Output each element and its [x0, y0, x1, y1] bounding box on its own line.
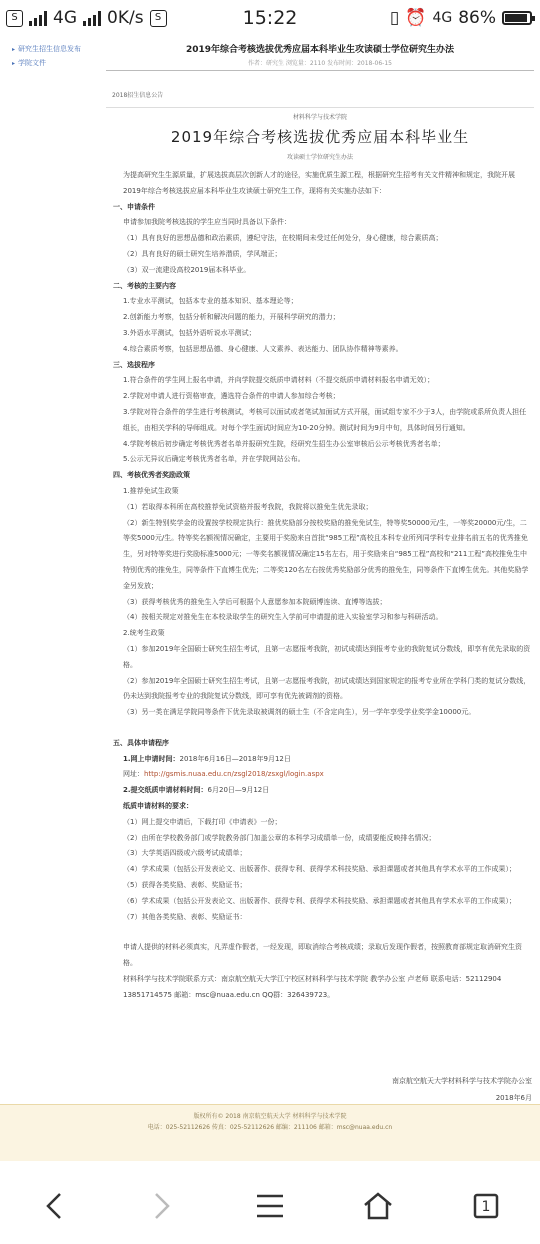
site-footer [0, 1104, 540, 1161]
menu-button[interactable] [250, 1186, 290, 1226]
spacer [113, 721, 531, 736]
article-header-title: 2019年综合考核选拔优秀应届本科毕业生攻读硕士学位研究生办法 [185, 45, 455, 55]
home-button[interactable] [358, 1186, 398, 1226]
section-heading-2: 二、考核的主要内容 [113, 281, 176, 290]
list-item: （1）网上提交申请后，下载打印《申请表》一份； [123, 817, 282, 826]
left-nav-item-recruit[interactable]: ▸ 研究生招生信息发布 [12, 45, 82, 53]
article-meta: 作者：研究生 浏览量：2110 发布时间：2018-06-15 [248, 60, 392, 67]
list-item: 4.综合素质考察，包括思想品德、身心健康、人文素养、表达能力、团队协作精神等素养。 [123, 344, 403, 353]
list-item: （1）参加2019年全国硕士研究生招生考试，且第一志愿报考我院，初试成绩达到报考专业的我院复试分数线，即享有优先录取的资格。 [123, 644, 531, 669]
list-item: 3.学院对符合条件的学生进行考核测试，考核可以面试或者笔试加面试方式开展，面试组专家不少于3人，由学院或系所负责人担任组长，由相关学科的导师组成。对每个学生面试时间应为10-20分钟。测试时间为9月中旬，具体时间另行通知。 [123, 407, 527, 432]
list-item: 1.符合条件的学生网上报名申请，并向学院提交纸质申请材料（不提交纸质申请材料报名申请无效）； [123, 376, 435, 385]
list-item: （3）大学英语四级或六级考试成绩单； [123, 849, 247, 858]
application-site [113, 767, 531, 783]
list-item: （3）获得考核优秀的推免生入学后可根据个人意愿参加本院硕博连读、直博等选拔； [123, 597, 387, 606]
tabs-button[interactable] [466, 1186, 506, 1226]
left-nav-item-files[interactable]: ▸ 学院文件 [12, 59, 47, 67]
list-item: （6）学术成果（包括公开发表论文、出版著作、获得专利、获得学术科技奖励、承担课题或者其他具有学术水平的工作成果）； [123, 896, 516, 905]
list-item: 1.专业水平测试，包括本专业的基本知识、基本理论等； [123, 297, 298, 306]
back-button[interactable] [34, 1186, 74, 1226]
network-type-2: 4G [432, 10, 453, 26]
list-item: （4）按相关规定对推免生在本校录取学生的研究生入学前可申请提前进入实验室学习和参与科研活动。 [123, 613, 443, 622]
bullet-icon: ▸ [12, 45, 16, 53]
network-speed: 0K/s [107, 8, 144, 28]
paper-requirements-heading: 纸质申请材料的要求： [123, 802, 193, 811]
section-1-intro: 申请参加我院考核选拔的学生应当同时具备以下条件： [123, 218, 291, 227]
list-item: （1）具有良好的思想品德和政治素质，遵纪守法，在校期间未受过任何处分，身心健康，综合素质高； [123, 234, 443, 243]
list-item: 2.学院对申请人进行资格审查，遴选符合条件的申请人参加综合考核； [123, 392, 340, 401]
footer-contact: 电话：025-52112626 传真：025-52112626 邮编：211106 邮箱：msc@nuaa.edu.cn [147, 1124, 393, 1131]
footer-copyright: 版权所有© 2018 南京航空航天大学 材料科学与技术学院 [193, 1113, 347, 1120]
home-icon [363, 1192, 393, 1220]
paper-time-label: 2.提交纸质申请材料时间： [123, 786, 208, 795]
chevron-left-icon [44, 1192, 64, 1220]
list-item: （2）具有良好的硕士研究生培养潜质，学风端正； [123, 249, 282, 258]
chevron-right-icon [152, 1192, 172, 1220]
list-item: （2）参加2019年全国硕士研究生招生考试，且第一志愿报考我院，初试成绩达到国家规定的报考专业所在学科门类的复试分数线，仍未达到我院报考专业的我院复试分数线，即可享有优先被调剂的资格。 [123, 676, 531, 701]
section-heading-5: 五、具体申请程序 [113, 738, 169, 747]
alarm-icon: ⏰ [405, 8, 427, 28]
battery-icon [502, 11, 532, 25]
subsection-heading: 1.推荐免试生政策 [123, 486, 179, 495]
closing-paragraph: 申请人提供的材料必须真实，凡弄虚作假者，一经发现，即取消综合考核成绩；录取后发现作假者，按照教育部规定取消研究生资格。 [123, 943, 522, 968]
header-divider [106, 70, 534, 71]
article-body [113, 168, 531, 1004]
list-item: （3）双一流建设高校2019届本科毕业。 [123, 265, 251, 274]
list-item: 3.外语水平测试，包括外语听说水平测试； [123, 328, 256, 337]
application-time-value: 2018年6月16日—2018年9月12日 [179, 754, 291, 763]
application-time [113, 752, 531, 768]
tabs-icon [473, 1193, 499, 1219]
menu-icon [256, 1194, 284, 1218]
paper-time-value: 6月20日—9月12日 [207, 786, 270, 795]
bullet-icon: ▸ [12, 59, 16, 67]
list-item: （1）若取得本科所在高校推荐免试资格并报考我院，我院将以推免生优先录取； [123, 502, 373, 511]
doc-tag: 2018招生信息公告 [112, 92, 164, 99]
list-item: 5.公示无异议后确定考核优秀者名单，并在学院网站公布。 [123, 455, 305, 464]
tab-count: 1 [481, 1199, 491, 1215]
list-item: 2.创新能力考察，包括分析和解决问题的能力，开展科学研究的潜力； [123, 313, 340, 322]
vibrate-icon: ▯ [389, 8, 400, 28]
list-item: 4.学院考核后初步确定考核优秀者名单并报研究生院，经研究生招生办公室审核后公示考核优秀者名单； [123, 439, 445, 448]
intro-paragraph: 为提高研究生生源质量，扩展选拔高层次创新人才的途径，实施优质生源工程，根据研究生招考有关文件精神和规定，我院开展2019年综合考核选拔应届本科毕业生攻读硕士研究生工作，现将有关实施办法如下： [123, 171, 515, 195]
doc-title: 2019年综合考核选拔优秀应届本科毕业生 [170, 128, 470, 146]
battery-percent: 86% [458, 8, 496, 28]
signature-org: 南京航空航天大学材料科学与技术学院办公室 [392, 1077, 532, 1085]
signature-date: 2018年6月 [495, 1094, 532, 1102]
list-item: （2）新生特别奖学金的设置按学校规定执行：推优奖励部分按校奖励的推免免试生，特等奖50000元/生，一等奖20000元/生，二等奖5000元/生。特等奖名额视情况确定，主要用于奖励来自首批“985工程”高校且本科专业所列同学科专业排名前五名的优秀推免生，另对特等奖进行奖励标准5000元；一等奖名额视情况确定15名左右，用于奖励来自“985工程”高校和“211工程”高校推免生中特别优秀的推免生，同等条件下直博生优先；二等奖120名左右按优秀奖励部分优秀的推免生，同等条件下直博生优先。其他奖励学金另发放； [123, 518, 529, 590]
status-time: 15:22 [242, 7, 298, 29]
doc-subtitle: 攻读硕士学位研究生办法 [286, 154, 353, 161]
list-item: （3）另一类在满足学院同等条件下优先录取被调剂的硕士生（不含定向生），另一学年享受学业奖学金10000元。 [123, 708, 476, 717]
paper-time [113, 783, 531, 799]
section-heading-4: 四、考核优秀者奖励政策 [113, 471, 190, 480]
list-item: （2）由所在学校教务部门或学院教务部门加盖公章的本科学习成绩单一份，成绩要能反映排名情况； [123, 833, 436, 842]
doc-divider [106, 107, 534, 108]
spacer [113, 925, 531, 940]
application-time-label: 1.网上申请时间： [123, 754, 180, 763]
doc-org: 材料科学与技术学院 [292, 114, 347, 121]
status-right [390, 8, 532, 28]
application-site-label: 网址： [123, 770, 144, 779]
contact-paragraph: 材料科学与技术学院联系方式：南京航空航天大学江宁校区材料科学与技术学院 教学办公室 卢老师 联系电话：52112904 13851714575 邮箱：msc@nuaa.edu.cn QQ群：326439723。 [123, 975, 502, 999]
section-heading-3: 三、选拔程序 [113, 360, 155, 369]
left-nav [12, 42, 100, 70]
network-type: 4G [53, 8, 77, 28]
notification-s2-icon: S [150, 10, 167, 27]
battery-fill [505, 14, 527, 22]
subsection-heading: 2.统考生政策 [123, 629, 165, 638]
status-bar [0, 0, 540, 36]
list-item: （5）获得各类奖励、表彰、奖励证书； [123, 881, 247, 890]
notification-s-icon: S [6, 10, 23, 27]
list-item: （7）其他各类奖励、表彰、奖励证书： [123, 912, 247, 921]
web-page[interactable] [0, 36, 540, 1126]
browser-bottom-nav [0, 1170, 540, 1244]
section-heading-1: 一、申请条件 [113, 202, 155, 211]
forward-button[interactable] [142, 1186, 182, 1226]
list-item: （4）学术成果（包括公开发表论文、出版著作、获得专利、获得学术科技奖励、承担课题或者其他具有学术水平的工作成果）； [123, 865, 516, 874]
application-site-link[interactable]: http://gsmis.nuaa.edu.cn/zsgl2018/zsxgl/login.aspx [144, 770, 324, 779]
